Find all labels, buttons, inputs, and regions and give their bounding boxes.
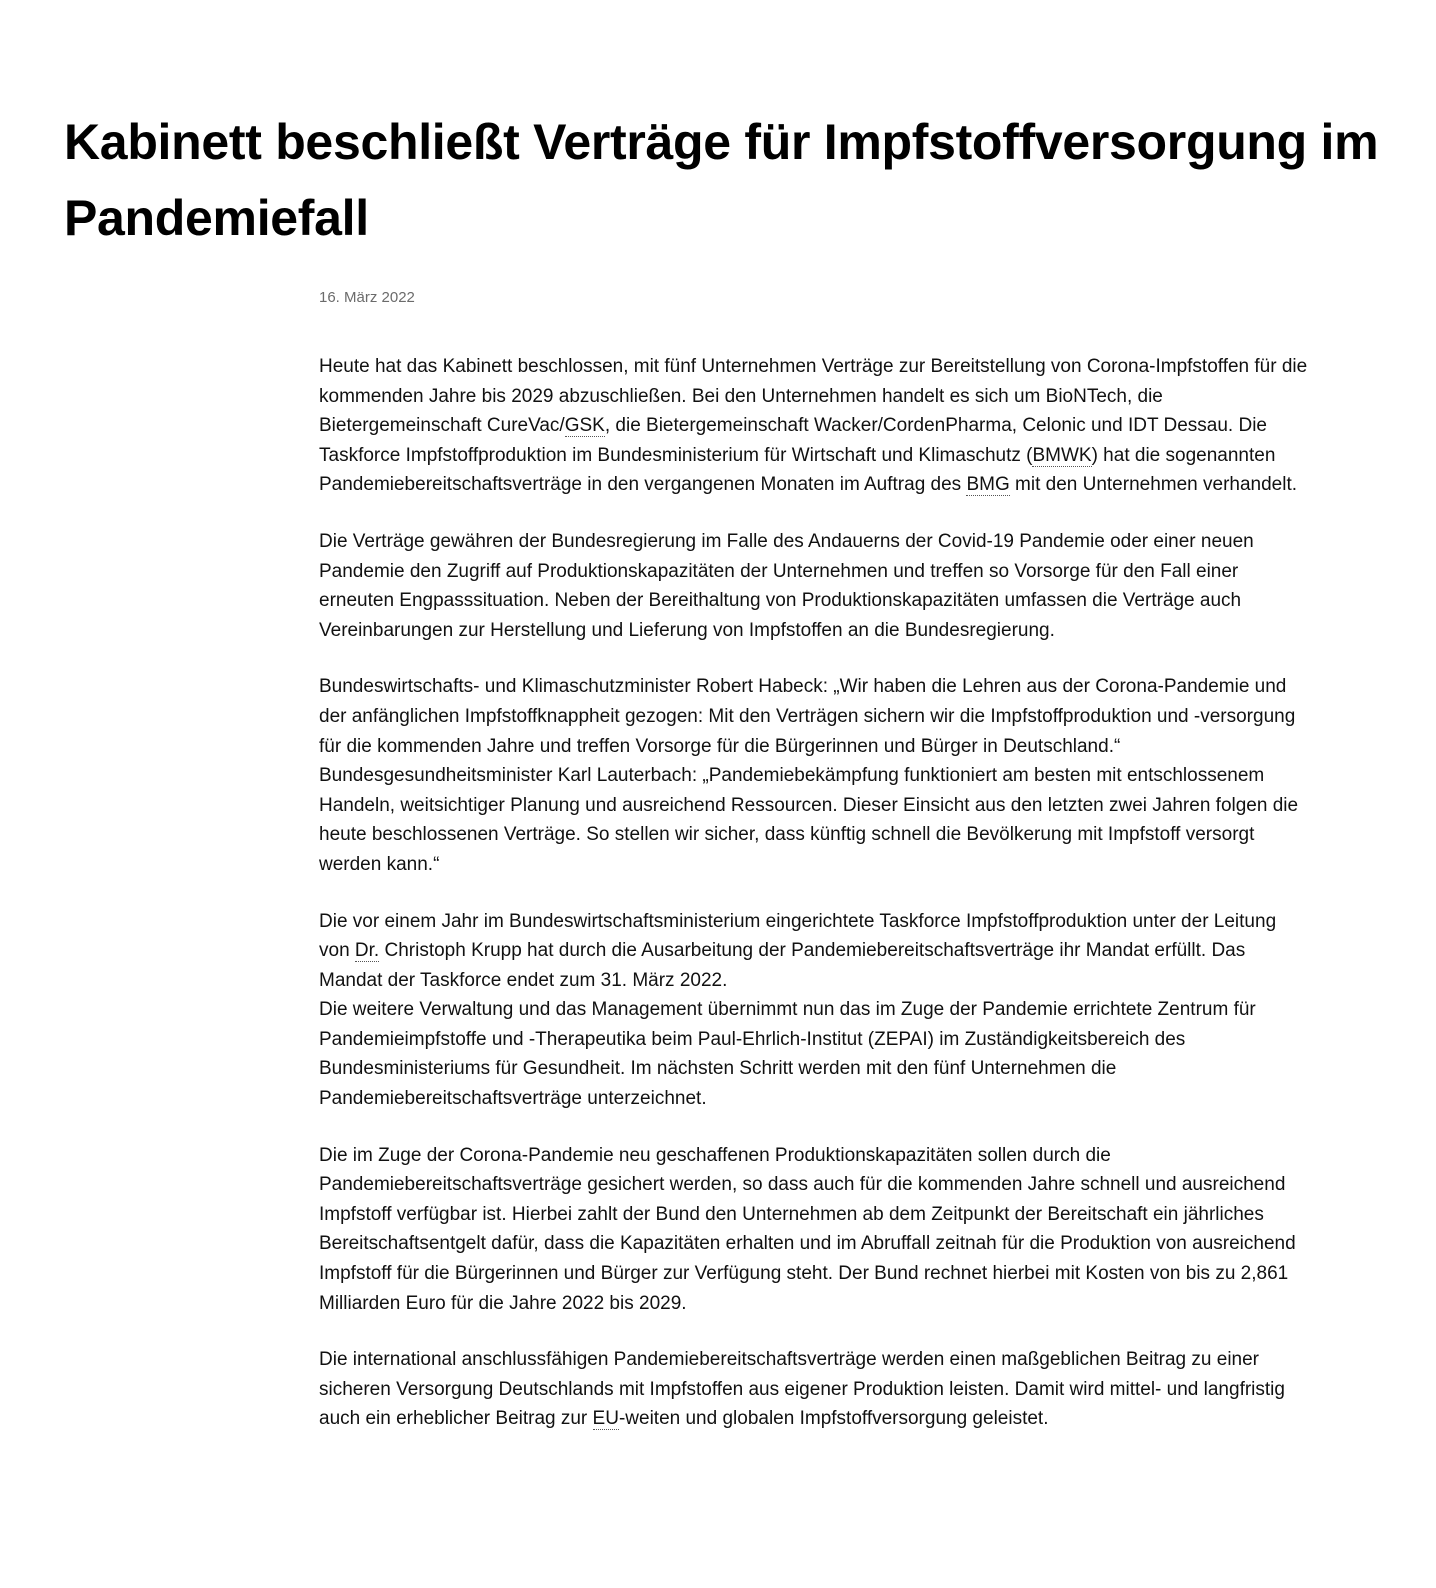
- paragraph-1-text-b: , die Bietergemeinschaft Wacker/CordenPharma, Celonic und IDT Dessau. Die Taskforce Impfstoffproduktion im Bundesministerium für Wirtschaft und Klimaschutz (: [319, 415, 1267, 466]
- quote-lauterbach: Bundesgesundheitsminister Karl Lauterbach: „Pandemiebekämpfung funktioniert am besten mit entschlossenem Handeln, weitsichtiger Planung und ausreichend Ressourcen. Dieser Einsicht aus den letzten zwei Jahren folgen die heute beschlossenen Verträge. So stellen wir sicher, dass künftig schnell die Bevölkerung mit Impfstoff versorgt werden kann.“: [319, 765, 1299, 875]
- article-body: [319, 352, 1309, 1461]
- publish-date: 16. März 2022: [319, 289, 415, 306]
- paragraph-6: [319, 1345, 1309, 1434]
- paragraph-2: Die Verträge gewähren der Bundesregierung im Falle des Andauerns der Covid-19 Pandemie oder einer neuen Pandemie den Zugriff auf Produktionskapazitäten der Unternehmen und treffen so Vorsorge für den Fall einer erneuten Engpasssituation. Neben der Bereithaltung von Produktionskapazitäten umfassen die Verträge auch Vereinbarungen zur Herstellung und Lieferung von Impfstoffen an die Bundesregierung.: [319, 530, 1254, 641]
- abbr-eu[interactable]: EU: [592, 1408, 619, 1430]
- paragraph-6-text-a: Die international anschlussfähigen Pandemiebereitschaftsverträge werden einen maßgeblichen Beitrag zu einer sicheren Versorgung Deutschlands mit Impfstoffen aus eigener Produktion leisten. Damit wird mittel- und langfristig auch ein erheblicher Beitrag zur: [319, 1349, 1285, 1430]
- paragraph-1-text-a: Heute hat das Kabinett beschlossen, mit fünf Unternehmen Verträge zur Bereitstellung von Corona-Impfstoffen für die kommenden Jahre bis 2029 abzuschließen. Bei den Unternehmen handelt es sich um BioNTech, die Bietergemeinschaft CureVac/: [319, 356, 1308, 437]
- paragraph-1-text-c: ) hat die sogenannten Pandemiebereitschaftsverträge in den vergangenen Monaten im Auftrag des: [319, 444, 1276, 496]
- paragraph-1: [319, 352, 1309, 500]
- page-title: Kabinett beschließt Verträge für Impfstoffversorgung im Pandemiefall: [64, 114, 1379, 246]
- abbr-bmwk[interactable]: BMWK: [1032, 444, 1092, 466]
- abbr-bmg[interactable]: BMG: [966, 474, 1010, 496]
- paragraph-4-text-b: Christoph Krupp hat durch die Ausarbeitung der Pandemiebereitschaftsverträge ihr Mandat erfüllt. Das Mandat der Taskforce endet zum 31. März 2022.: [319, 940, 1246, 991]
- paragraph-4: [319, 907, 1309, 1114]
- paragraph-5: Die im Zuge der Corona-Pandemie neu geschaffenen Produktionskapazitäten sollen durch die Pandemiebereitschaftsverträge gesichert werden, so dass auch für die kommenden Jahre schnell und ausreichend Impfstoff verfügbar ist. Hierbei zahlt der Bund den Unternehmen ab dem Zeitpunkt der Bereitschaft ein jährliches Bereitschaftsentgelt dafür, dass die Kapazitäten erhalten und im Abruffall zeitnah für die Produktion von ausreichend Impfstoff für die Bürgerinnen und Bürger zur Verfügung steht. Der Bund rechnet hierbei mit Kosten von bis zu 2,861 Milliarden Euro für die Jahre 2022 bis 2029.: [319, 1144, 1296, 1314]
- paragraph-3: [319, 672, 1309, 879]
- paragraph-6-text-b: -weiten und globalen Impfstoffversorgung geleistet.: [618, 1408, 1049, 1430]
- paragraph-1-text-d: mit den Unternehmen verhandelt.: [1009, 474, 1298, 496]
- paragraph-4-text-a: Die vor einem Jahr im Bundeswirtschaftsministerium eingerichtete Taskforce Impfstoffproduktion unter der Leitung von: [319, 910, 1277, 962]
- paragraph-4-text-c: Die weitere Verwaltung und das Management übernimmt nun das im Zuge der Pandemie errichtete Zentrum für Pandemieimpfstoffe und -Therapeutika beim Paul-Ehrlich-Institut (ZEPAI) im Zuständigkeitsbereich des Bundesministeriums für Gesundheit. Im nächsten Schritt werden mit den fünf Unternehmen die Pandemiebereitschaftsverträge unterzeichnet.: [319, 999, 1256, 1110]
- abbr-gsk[interactable]: GSK: [564, 415, 605, 437]
- quote-habeck: Bundeswirtschafts- und Klimaschutzminister Robert Habeck: „Wir haben die Lehren aus der Corona-Pandemie und der anfänglichen Impfstoffknappheit gezogen: Mit den Verträgen sichern wir die Impfstoffproduktion und -versorgung für die kommenden Jahre und treffen Vorsorge für die Bürgerinnen und Bürger in Deutschland.“: [319, 676, 1296, 757]
- abbr-dr[interactable]: Dr.: [354, 940, 380, 962]
